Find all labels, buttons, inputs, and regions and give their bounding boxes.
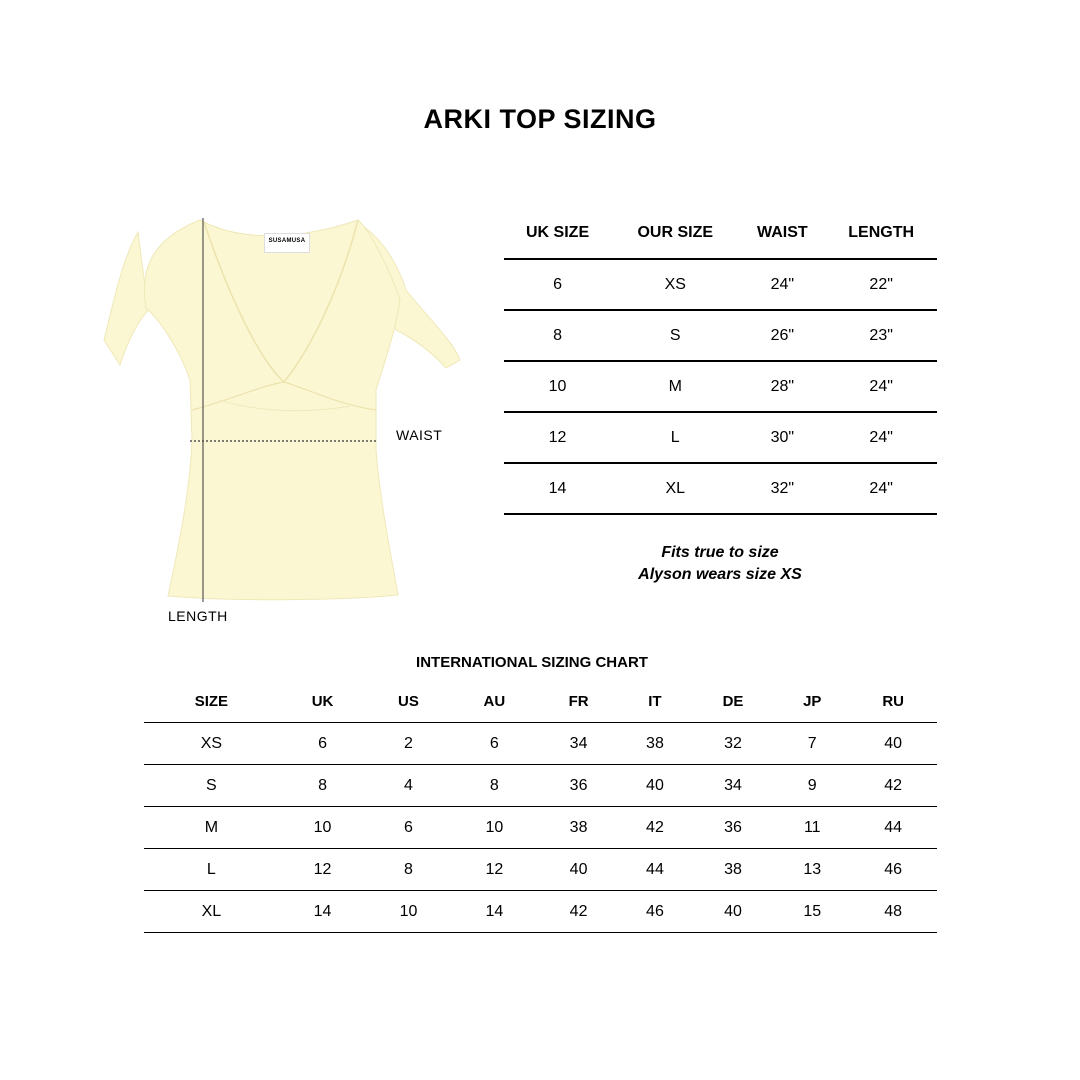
table-cell: 14 xyxy=(504,463,611,514)
table-cell: 15 xyxy=(775,891,849,933)
table-cell: 28" xyxy=(739,361,825,412)
table-cell: 40 xyxy=(619,765,691,807)
table-cell: 42 xyxy=(619,807,691,849)
header-jp: JP xyxy=(775,681,849,723)
table-cell: 26" xyxy=(739,310,825,361)
table-cell: 42 xyxy=(849,765,937,807)
table-cell: 6 xyxy=(504,259,611,310)
table-cell: 40 xyxy=(849,723,937,765)
table-cell: M xyxy=(611,361,739,412)
table-cell: 46 xyxy=(849,849,937,891)
table-cell: 34 xyxy=(538,723,619,765)
table-cell: M xyxy=(144,807,279,849)
table-cell: 46 xyxy=(619,891,691,933)
garment-figure xyxy=(100,210,470,630)
table-cell: 2 xyxy=(366,723,450,765)
header-our-size: OUR SIZE xyxy=(611,208,739,259)
header-uk: UK xyxy=(279,681,367,723)
table-cell: 7 xyxy=(775,723,849,765)
table-cell: 9 xyxy=(775,765,849,807)
table-cell: 4 xyxy=(366,765,450,807)
table-cell: 13 xyxy=(775,849,849,891)
table-cell: 11 xyxy=(775,807,849,849)
size-table-header-row xyxy=(504,208,937,259)
table-row xyxy=(144,891,937,933)
table-cell: 34 xyxy=(691,765,775,807)
garment-illustration xyxy=(100,210,470,630)
waist-label: WAIST xyxy=(396,427,443,443)
model-note: Alyson wears size XS xyxy=(638,566,802,583)
table-cell: 44 xyxy=(619,849,691,891)
table-cell: XL xyxy=(611,463,739,514)
table-row xyxy=(144,723,937,765)
table-cell: 6 xyxy=(279,723,367,765)
table-cell: L xyxy=(611,412,739,463)
table-row xyxy=(504,361,937,412)
table-cell: 24" xyxy=(825,412,937,463)
table-cell: 12 xyxy=(279,849,367,891)
table-cell: L xyxy=(144,849,279,891)
table-cell: 8 xyxy=(279,765,367,807)
table-row xyxy=(144,807,937,849)
table-row xyxy=(144,765,937,807)
table-cell: 24" xyxy=(739,259,825,310)
table-cell: 30" xyxy=(739,412,825,463)
table-cell: XS xyxy=(144,723,279,765)
table-cell: S xyxy=(144,765,279,807)
table-cell: 23" xyxy=(825,310,937,361)
size-table xyxy=(504,208,937,515)
table-cell: 10 xyxy=(451,807,539,849)
header-us: US xyxy=(366,681,450,723)
table-cell: 22" xyxy=(825,259,937,310)
table-cell: 36 xyxy=(538,765,619,807)
table-row xyxy=(504,259,937,310)
table-cell: 10 xyxy=(366,891,450,933)
table-cell: 38 xyxy=(691,849,775,891)
table-cell: 10 xyxy=(504,361,611,412)
table-cell: 32 xyxy=(691,723,775,765)
table-row xyxy=(504,412,937,463)
table-cell: 40 xyxy=(691,891,775,933)
table-cell: 14 xyxy=(279,891,367,933)
table-cell: 6 xyxy=(366,807,450,849)
table-cell: 32" xyxy=(739,463,825,514)
page-title: ARKI TOP SIZING xyxy=(423,104,657,134)
table-cell: XL xyxy=(144,891,279,933)
table-row xyxy=(504,463,937,514)
table-cell: 38 xyxy=(619,723,691,765)
header-au: AU xyxy=(451,681,539,723)
header-it: IT xyxy=(619,681,691,723)
table-cell: 38 xyxy=(538,807,619,849)
table-cell: 8 xyxy=(504,310,611,361)
table-cell: 24" xyxy=(825,361,937,412)
table-cell: S xyxy=(611,310,739,361)
table-cell: 6 xyxy=(451,723,539,765)
brand-label: SUSAMUSA xyxy=(264,233,310,253)
table-cell: 42 xyxy=(538,891,619,933)
table-cell: 36 xyxy=(691,807,775,849)
international-header-row xyxy=(144,681,937,723)
header-uk-size: UK SIZE xyxy=(504,208,611,259)
fit-note: Fits true to size xyxy=(661,544,779,561)
table-cell: 48 xyxy=(849,891,937,933)
table-cell: 12 xyxy=(504,412,611,463)
header-ru: RU xyxy=(849,681,937,723)
header-de: DE xyxy=(691,681,775,723)
international-table xyxy=(144,681,937,933)
header-length: LENGTH xyxy=(825,208,937,259)
header-fr: FR xyxy=(538,681,619,723)
table-row xyxy=(504,310,937,361)
table-cell: 8 xyxy=(451,765,539,807)
table-cell: 44 xyxy=(849,807,937,849)
table-cell: 10 xyxy=(279,807,367,849)
table-cell: 12 xyxy=(451,849,539,891)
header-size: SIZE xyxy=(144,681,279,723)
table-cell: 24" xyxy=(825,463,937,514)
length-label: LENGTH xyxy=(168,608,228,624)
table-cell: 14 xyxy=(451,891,539,933)
table-cell: XS xyxy=(611,259,739,310)
international-title: INTERNATIONAL SIZING CHART xyxy=(416,654,648,671)
header-waist: WAIST xyxy=(739,208,825,259)
table-row xyxy=(144,849,937,891)
table-cell: 8 xyxy=(366,849,450,891)
table-cell: 40 xyxy=(538,849,619,891)
